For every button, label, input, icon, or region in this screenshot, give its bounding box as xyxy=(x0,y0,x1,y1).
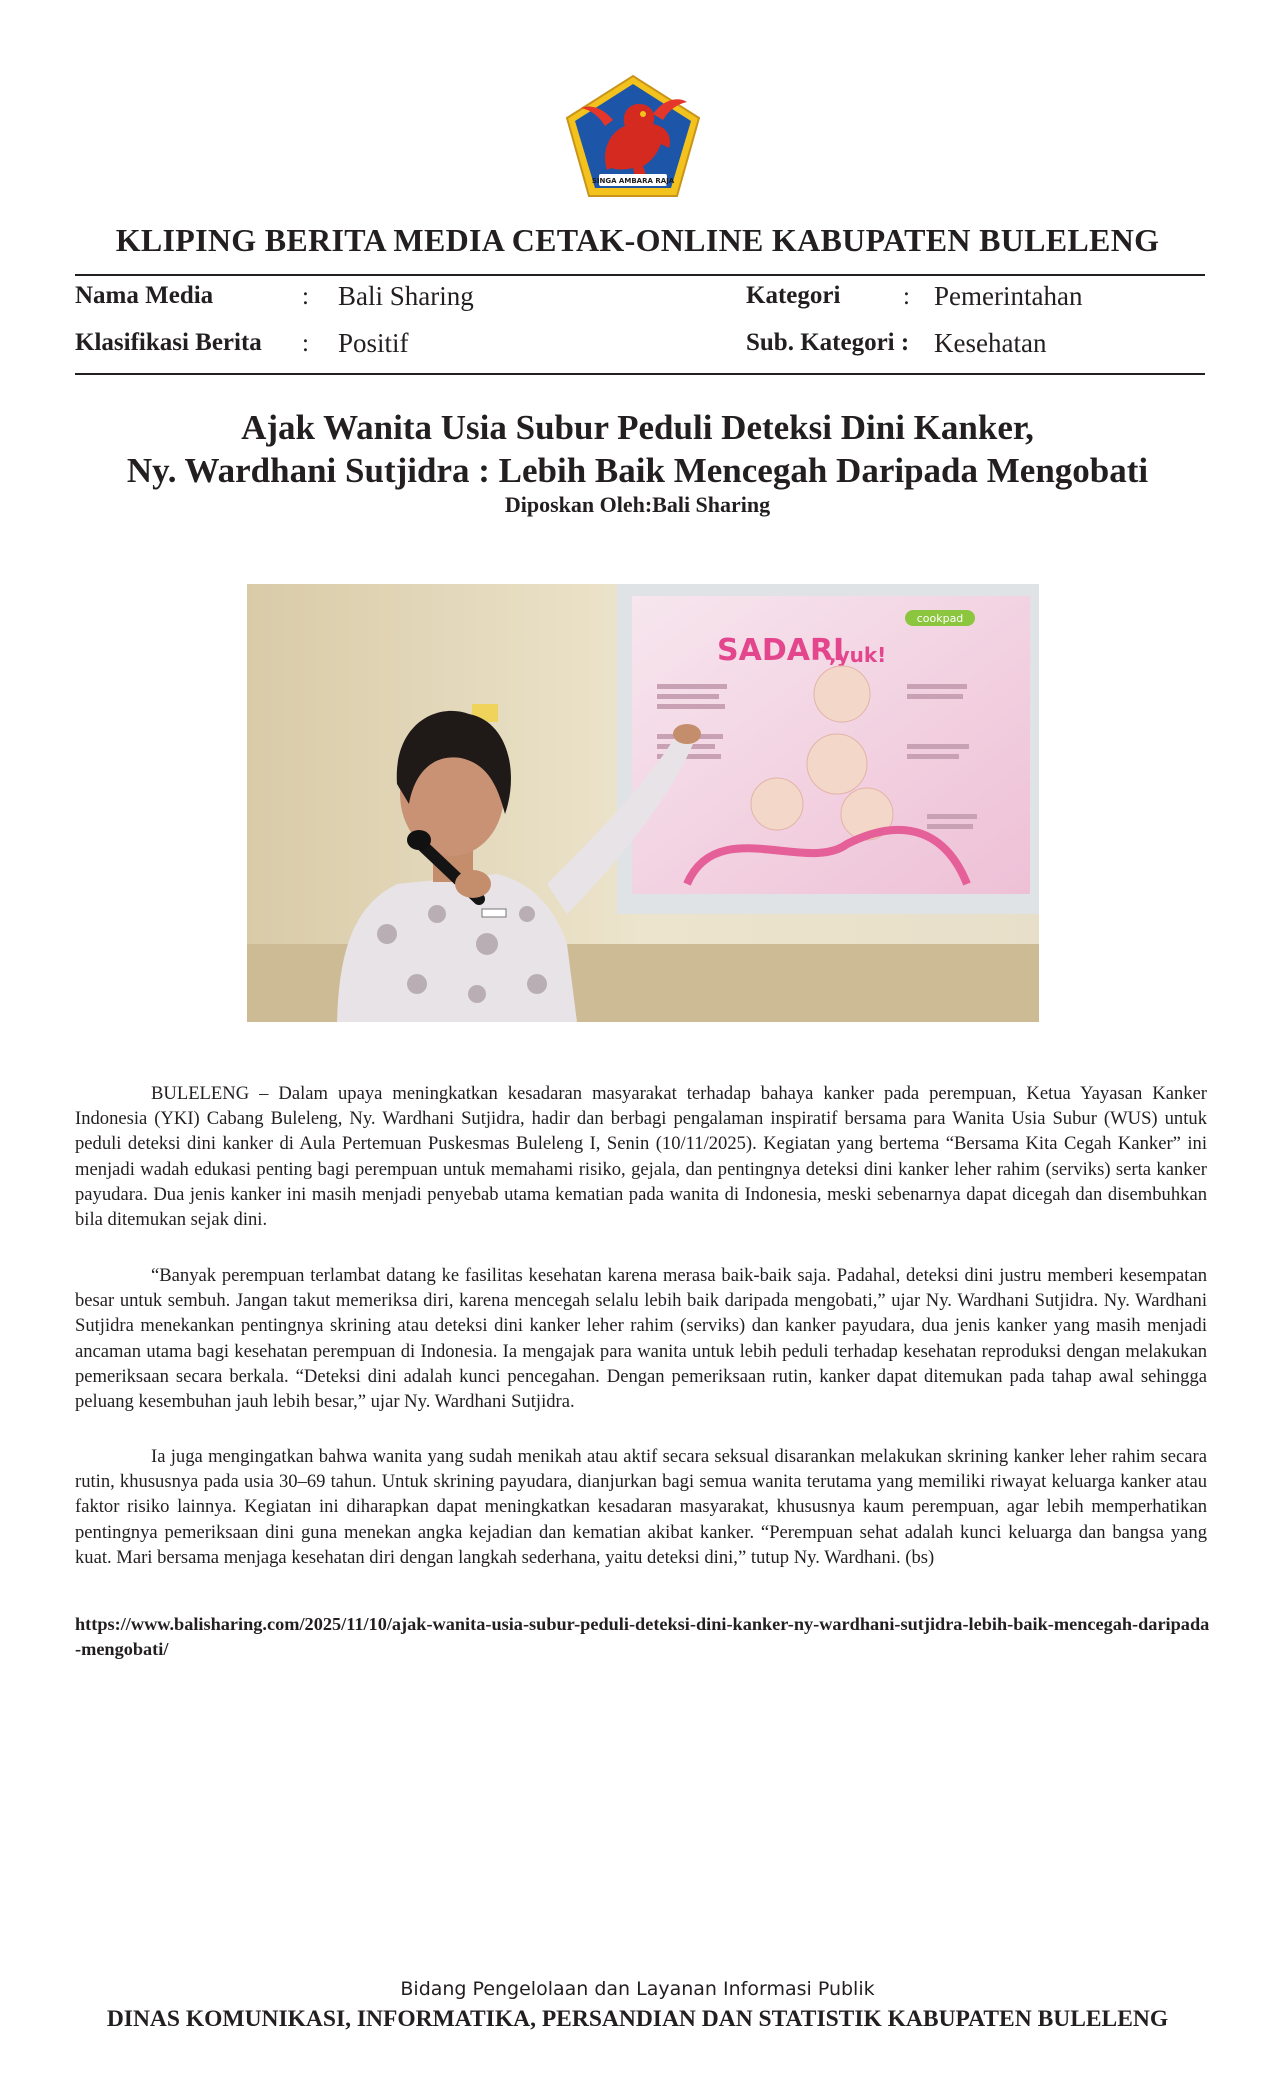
nama-media-colon: : xyxy=(302,283,309,310)
byline: Diposkan Oleh:Bali Sharing xyxy=(504,492,771,517)
singa-ambara-raja-emblem-icon xyxy=(565,74,701,198)
kategori-colon: : xyxy=(903,283,910,310)
footer-department: Bidang Pengelolaan dan Layanan Informasi Publik xyxy=(400,1978,875,2000)
klasifikasi-colon: : xyxy=(302,330,309,357)
headline-line-2: Ny. Wardhani Sutjidra : Lebih Baik Mencegah Daripada Mengobati xyxy=(126,451,1149,490)
sub-kategori-label: Sub. Kategori : xyxy=(746,329,910,356)
article-paragraph-2 xyxy=(75,1263,1207,1414)
document-title: KLIPING BERITA MEDIA CETAK-ONLINE KABUPATEN BULELENG xyxy=(115,222,1160,258)
nama-media-value: Bali Sharing xyxy=(338,281,474,311)
headline-line-1: Ajak Wanita Usia Subur Peduli Deteksi Dini Kanker, xyxy=(241,408,1034,447)
klasifikasi-label: Klasifikasi Berita xyxy=(75,329,262,356)
kategori-value: Pemerintahan xyxy=(934,281,1083,311)
nama-media-label: Nama Media xyxy=(75,282,214,309)
kategori-label: Kategori xyxy=(746,282,841,309)
article-paragraph-3 xyxy=(75,1444,1207,1570)
article-paragraph-1 xyxy=(75,1081,1207,1232)
slide-subtitle: ,yuk! xyxy=(829,643,887,667)
sub-kategori-value: Kesehatan xyxy=(934,328,1047,358)
bottom-divider xyxy=(75,373,1205,375)
article-photo xyxy=(247,584,1039,1022)
top-divider xyxy=(75,274,1205,276)
slide-title: SADARI xyxy=(717,633,845,668)
footer-agency: DINAS KOMUNIKASI, INFORMATIKA, PERSANDIAN DAN STATISTIK KABUPATEN BULELENG xyxy=(106,2006,1169,2032)
logo-text: SINGA AMBARA RAJA xyxy=(591,177,675,185)
paragraph-text: Ia juga mengingatkan bahwa wanita yang sudah menikah atau aktif secara seksual disarankan melakukan skrining kanker leher rahim secara rutin, khususnya pada usia 30–69 tahun. Untuk skrining payudara, dianjurkan bagi semua wanita terutama yang memiliki riwayat keluarga kanker atau faktor risiko lainnya. Kegiatan ini diharapkan dapat meningkatkan kesadaran masyarakat, khususnya kaum perempuan, agar lebih memperhatikan pentingnya pemeriksaan dini guna menekan angka kejadian dan kematian akibat kanker. “Perempuan sehat adalah kunci keluarga dan bangsa yang kuat. Mari bersama menjaga kesehatan diri dengan langkah sederhana, yaitu deteksi dini,” tutup Ny. Wardhani. (bs) xyxy=(75,1446,1207,1568)
source-url-link[interactable]: https://www.balisharing.com/2025/11/10/ajak-wanita-usia-subur-peduli-deteksi-dini-kanker-ny-wardhani-sutjidra-lebih-baik-mencegah-daripada-mengobati/ xyxy=(75,1614,1210,1659)
paragraph-text: BULELENG – Dalam upaya meningkatkan kesadaran masyarakat terhadap bahaya kanker pada perempuan, Ketua Yayasan Kanker Indonesia (YKI) Cabang Buleleng, Ny. Wardhani Sutjidra, hadir dan berbagi pengalaman inspiratif bersama para Wanita Usia Subur (WUS) untuk peduli deteksi dini kanker di Aula Pertemuan Puskesmas Buleleng I, Senin (10/11/2025). Kegiatan yang bertema “Bersama Kita Cegah Kanker” ini menjadi wadah edukasi penting bagi perempuan untuk memahami risiko, gejala, dan pentingnya deteksi dini kanker leher rahim (serviks) serta kanker payudara. Dua jenis kanker ini masih menjadi penyebab utama kematian pada wanita di Indonesia, meski sebenarnya dapat dicegah dan disembuhkan bila ditemukan sejak dini. xyxy=(75,1083,1207,1231)
slide-brand: cookpad xyxy=(916,612,964,625)
paragraph-text: “Banyak perempuan terlambat datang ke fasilitas kesehatan karena merasa baik-baik saja. Padahal, deteksi dini justru memberi kesempatan besar untuk sembuh. Jangan takut memeriksa diri, karena mencegah selalu lebih baik daripada mengobati,” ujar Ny. Wardhani Sutjidra. Ny. Wardhani Sutjidra menekankan pentingnya skrining atau deteksi dini kanker leher rahim (serviks) dan kanker payudara, dua jenis kanker yang masih menjadi ancaman utama bagi kesehatan perempuan di Indonesia. Ia mengajak para wanita untuk lebih peduli terhadap kesehatan reproduksi dengan melakukan pemeriksaan secara berkala. “Deteksi dini adalah kunci pencegahan. Dengan pemeriksaan rutin, kanker dapat ditemukan pada tahap awal sehingga peluang kesembuhan jauh lebih besar,” ujar Ny. Wardhani Sutjidra. xyxy=(75,1265,1207,1413)
klasifikasi-value: Positif xyxy=(338,328,409,358)
